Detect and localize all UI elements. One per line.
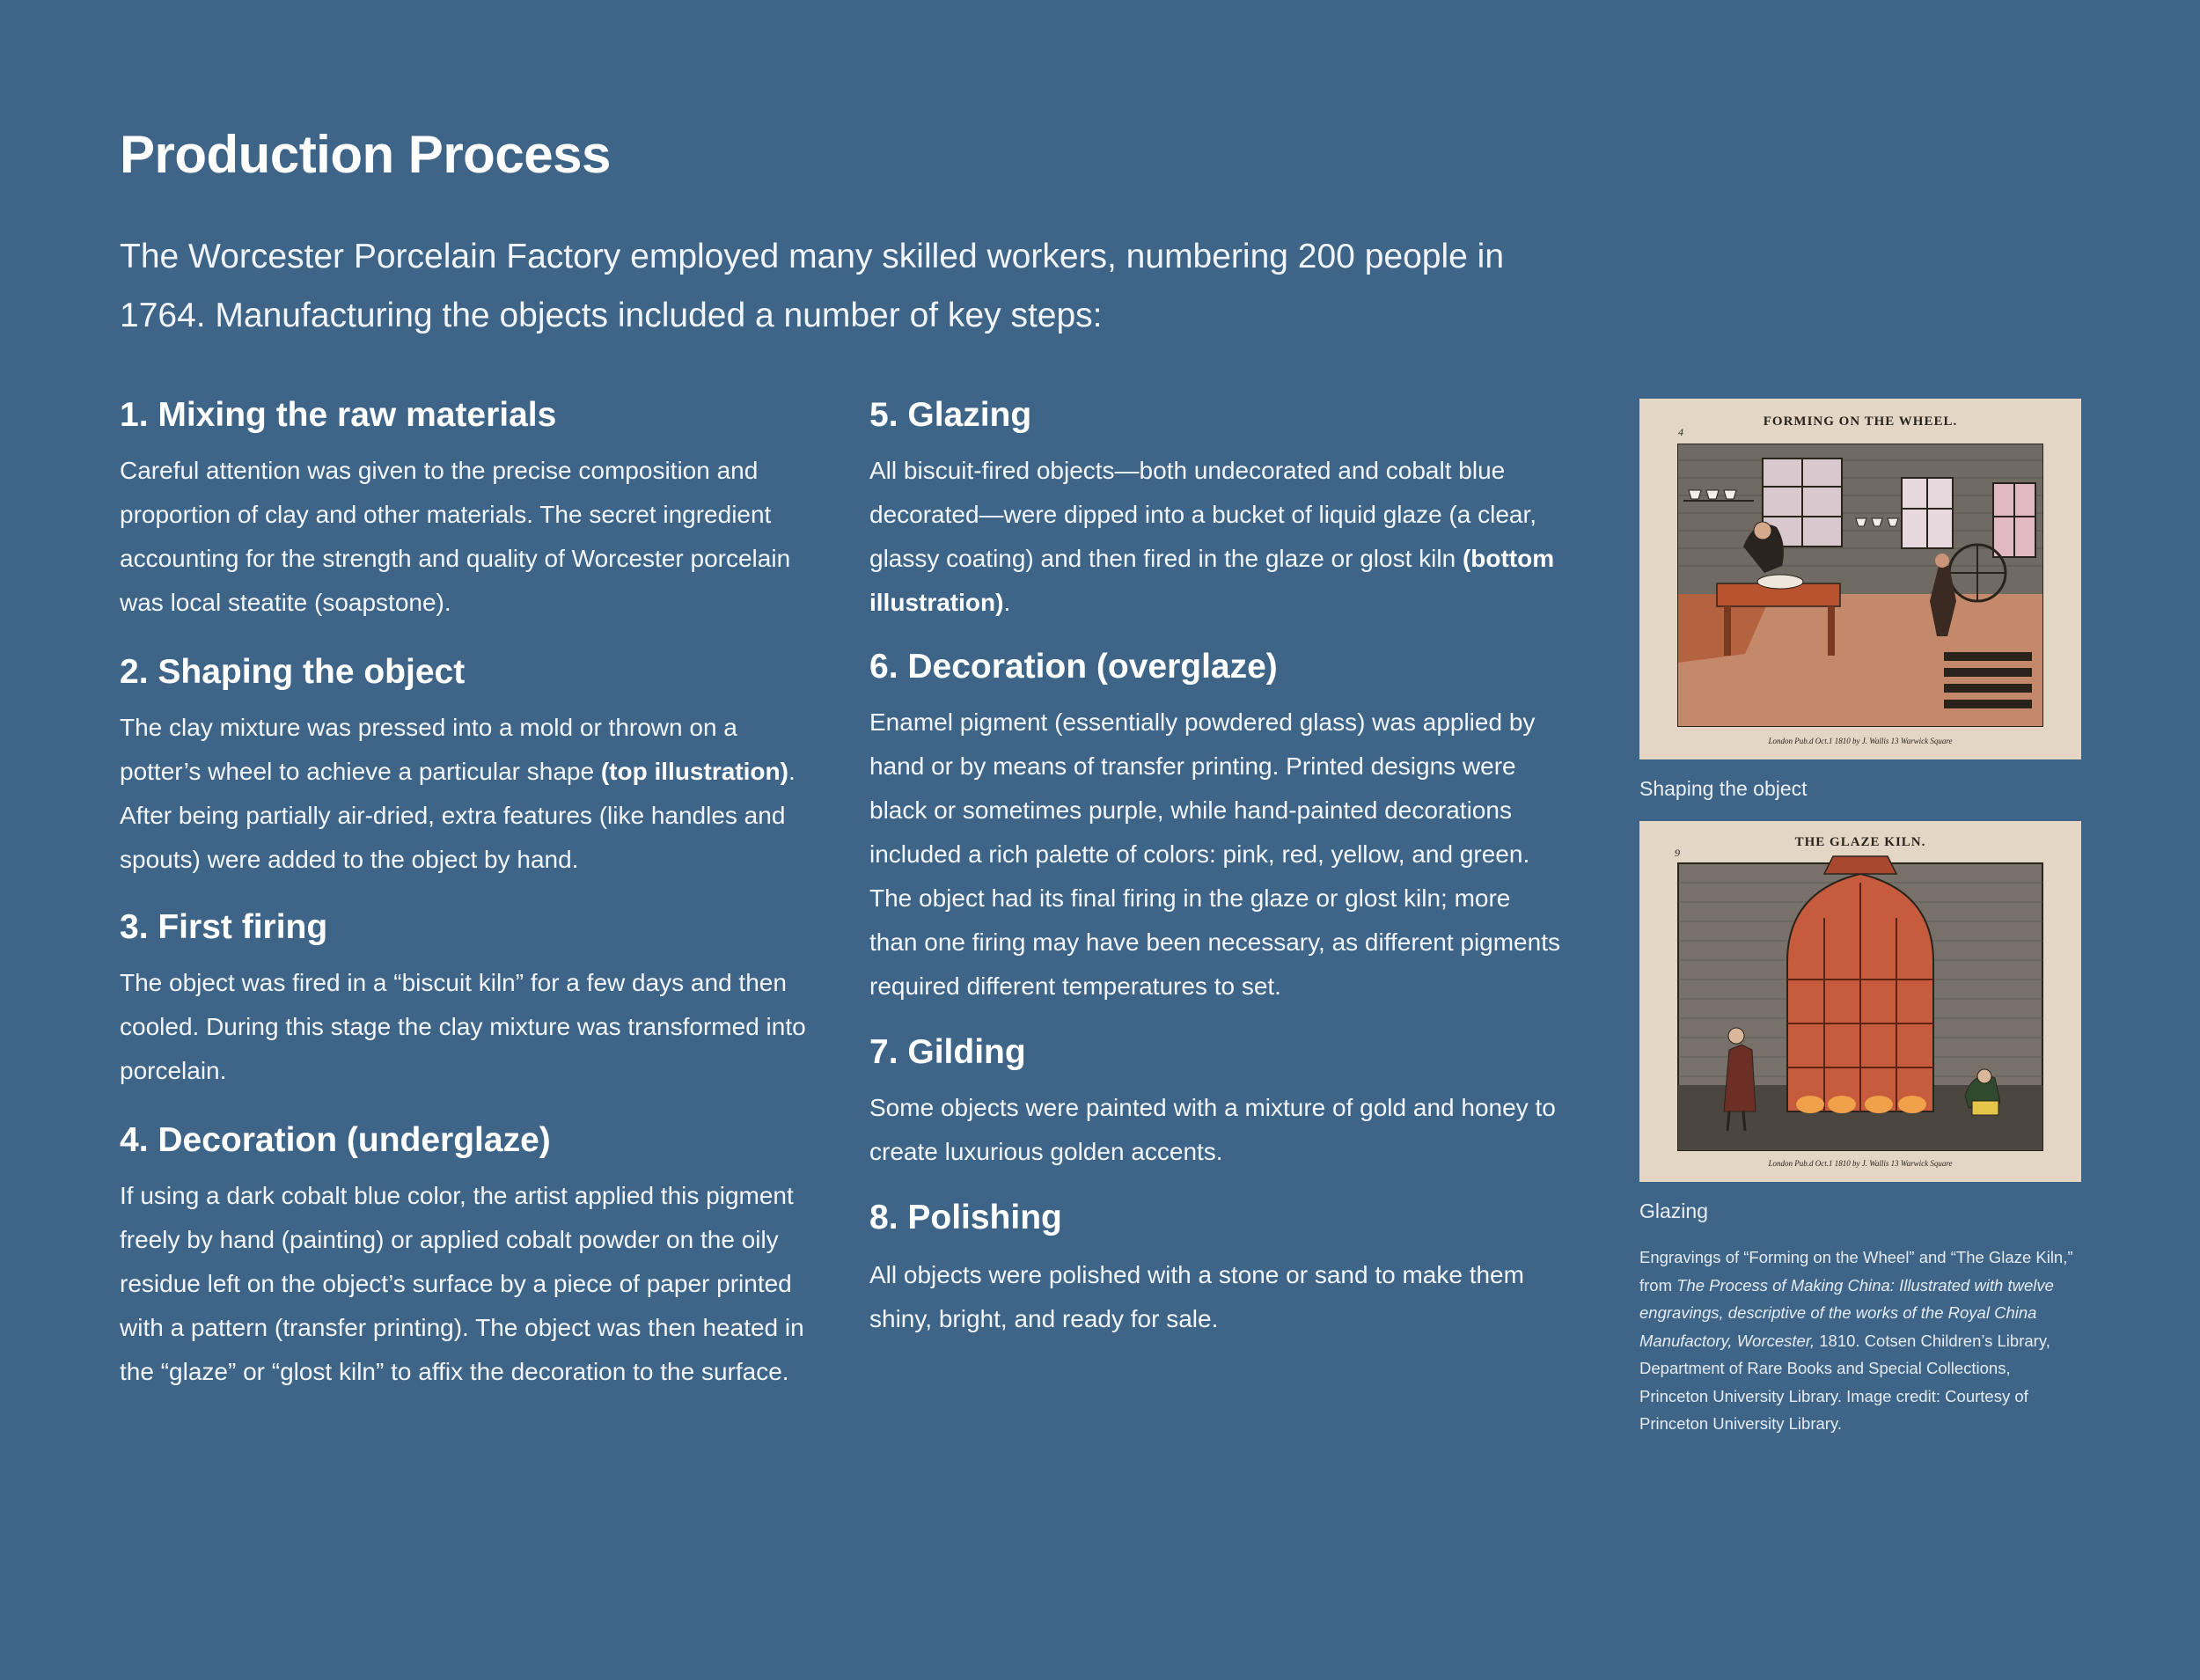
step-text-part: The clay mixture was pressed into a mold or thrown on a potter’s wheel to achieve a particular shape [120,714,737,785]
step-text: The object was fired in a “biscuit kiln” for a few days and then cooled. During this stage the clay mixture was transformed into porcelain. [120,969,806,1084]
step-first-firing [120,899,815,1093]
step-heading: 3. First firing [120,908,328,946]
credit-text: Engravings of “Forming on the Wheel” and “The Glaze Kiln,” from [1639,1248,2073,1295]
plate-number: 4 [1678,426,1683,438]
engraving-title: FORMING ON THE WHEEL. [1763,414,1958,429]
engraving-imprint: London Pub.d Oct.1 1810 by J. Wallis 13 Warwick Square [1768,1159,1953,1168]
step-polishing [869,1190,1565,1341]
step-text: Some objects were painted with a mixture of gold and honey to create luxurious golden accents. [869,1094,1556,1165]
step-underglaze [120,1112,815,1394]
step-text: All objects were polished with a stone or sand to make them shiny, bright, and ready for sale. [869,1261,1524,1332]
step-text: If using a dark cobalt blue color, the artist applied this pigment freely by hand (painting) or applied cobalt powder on the oily residue left on the object’s surface by a piece of paper printed with a pattern (transfer printing). The object was then heated in the “glaze” or “glost kiln” to affix the decoration to the surface. [120,1182,804,1385]
figure-caption-bottom: Glazing [1639,1199,1708,1222]
kiln-illustration [1639,821,2081,1182]
workshop-illustration [1639,399,2081,759]
step-heading: 6. Decoration (overglaze) [869,648,1278,686]
page-title: Production Process [120,125,611,184]
engraving-imprint: London Pub.d Oct.1 1810 by J. Wallis 13 Warwick Square [1768,737,1953,745]
step-text: Careful attention was given to the precise composition and proportion of clay and other materials. The secret ingredient accounting for the strength and quality of Worcester porcelain was local steatite (soapstone). [120,457,791,616]
engraving-title: THE GLAZE KILN. [1794,835,1926,849]
step-text: Enamel pigment (essentially powdered glass) was applied by hand or by means of transfer printing. Printed designs were black or sometimes purple, while hand-painted decorations included a rich palette of colors: pink, red, yellow, and green. The object had its final firing in the glaze or glost kiln; more than one firing may have been necessary, as different pigments required different temperatures to set. [869,708,1560,1000]
step-text [120,706,815,882]
step-heading: 5. Glazing [869,396,1032,434]
illustration-reference: (bottom illustration) [869,545,1555,616]
step-shaping [120,644,815,882]
step-heading: 7. Gilding [869,1033,1026,1071]
step-text-part: . After being partially air-dried, extra features (like handles and spouts) were added to the object by hand. [120,758,796,873]
plate-number: 9 [1675,847,1680,859]
step-heading: 2. Shaping the object [120,653,466,691]
step-gilding [869,1024,1565,1174]
credit-text: 1810. Cotsen Children’s Library, Department of Rare Books and Special Collections, Princeton University Library. Image credit: Courtesy of Princeton University Library. [1639,1331,2050,1433]
book-title: The Process of Making China: Illustrated with twelve engravings, descriptive of the works of the Royal China Manufactory, Worcester, [1639,1275,2054,1350]
illustrations-sidebar [1639,399,2081,1438]
step-text-part: All biscuit-fired objects—both undecorated and cobalt blue decorated—were dipped into a bucket of liquid glaze (a clear, glassy coating) and then fired in the glaze or glost kiln [869,457,1537,572]
forming-on-the-wheel-engraving [1639,399,2081,759]
image-credit [1639,1243,2081,1438]
step-heading: 1. Mixing the raw materials [120,396,557,434]
step-text-part: . [1003,589,1011,616]
step-glazing [869,387,1565,625]
glaze-kiln-engraving [1639,821,2081,1182]
steps-column-right [869,387,1565,1341]
steps-column-left [120,387,815,1394]
figure-caption-top: Shaping the object [1639,777,1808,800]
illustration-reference: (top illustration) [600,758,788,785]
step-overglaze [869,639,1565,1009]
step-text [869,449,1565,625]
step-heading: 4. Decoration (underglaze) [120,1121,551,1159]
step-heading: 8. Polishing [869,1199,1062,1236]
step-mixing [120,387,815,625]
intro-paragraph: The Worcester Porcelain Factory employed many skilled workers, numbering 200 people in 1764. Manufacturing the objects included a number of key steps: [120,238,1505,334]
